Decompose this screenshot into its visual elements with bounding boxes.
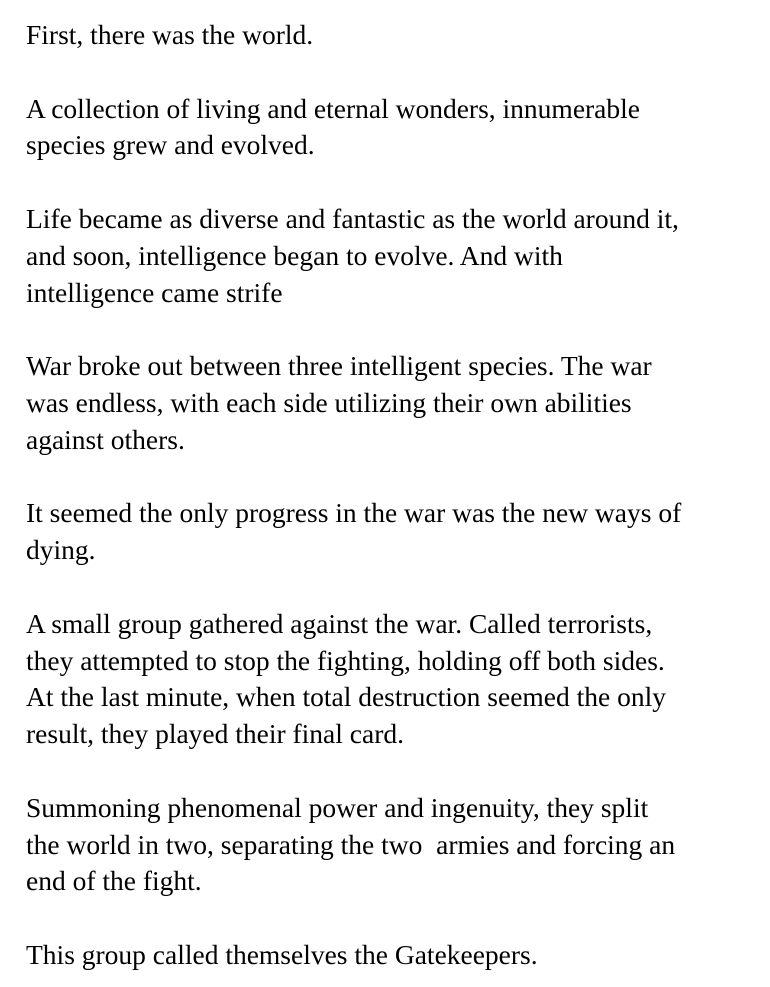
- paragraph-6: A small group gathered against the war. Called terrorists, they attempted to stop the fighting, holding off both sides. At the last minute, when total destruction seemed the only result, they played their final card.: [26, 607, 666, 750]
- paragraph-3: Life became as diverse and fantastic as the world around it, and soon, intelligence began to evolve. And with intelligence came strife: [26, 202, 679, 308]
- paragraph-5: It seemed the only progress in the war was the new ways of dying.: [26, 497, 682, 566]
- paragraph-1: First, there was the world.: [26, 19, 314, 50]
- document-body: [26, 17, 762, 974]
- paragraph-7: Summoning phenomenal power and ingenuity, they split the world in two, separating the two armies and forcing an end of the fight.: [26, 791, 676, 897]
- paragraph-8: This group called themselves the Gatekeepers.: [26, 938, 538, 970]
- paragraph-4: War broke out between three intelligent species. The war was endless, with each side utilizing their own abilities against others.: [26, 350, 652, 455]
- paragraph-2: A collection of living and eternal wonders, innumerable species grew and evolved.: [26, 92, 640, 161]
